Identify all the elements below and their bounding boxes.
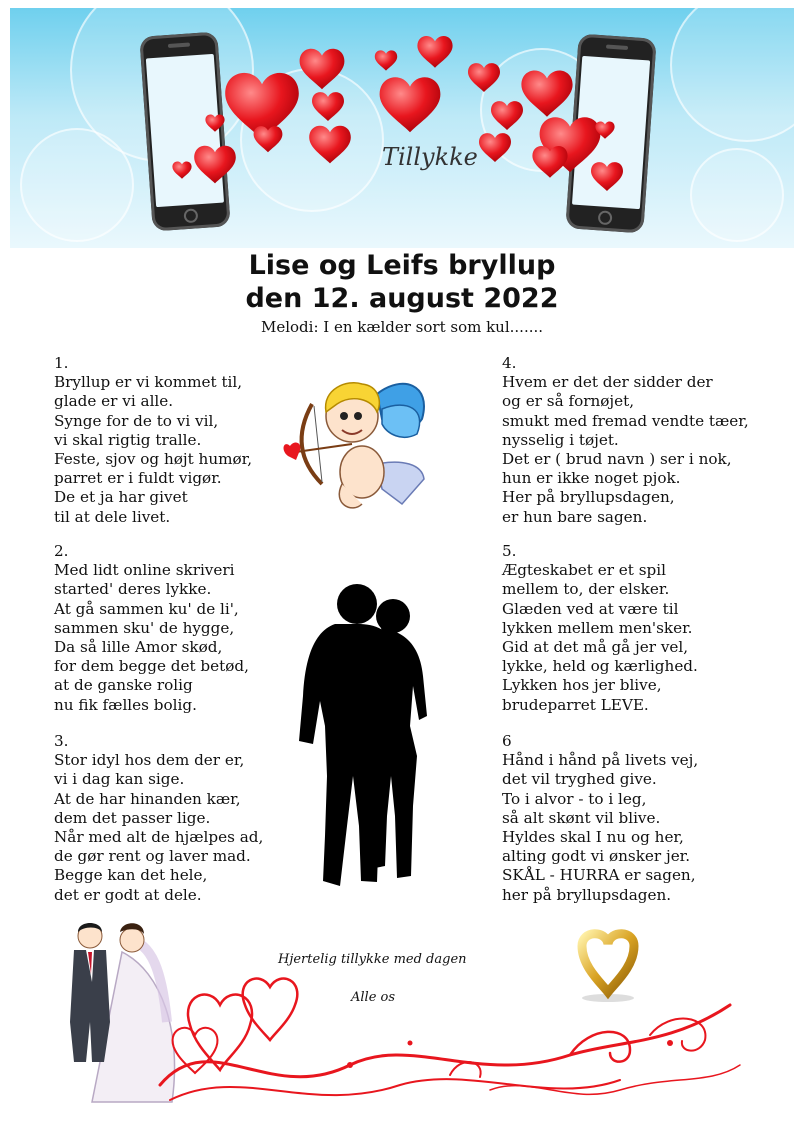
banner-greeting: Tillykke bbox=[382, 143, 478, 171]
verse-line: Glæden ved at være til bbox=[502, 599, 679, 618]
verse-number: 3. bbox=[54, 732, 69, 750]
verse-line: de gør rent og laver mad. bbox=[54, 847, 251, 866]
verse-line: Synge for de to vi vil, bbox=[54, 411, 219, 430]
verse-line: Da så lille Amor skød, bbox=[54, 638, 223, 657]
verse-line: Hånd i hånd på livets vej, bbox=[502, 751, 699, 770]
verse-line: SKÅL - HURRA er sagen, bbox=[502, 866, 696, 885]
verse-line: Stor idyl hos dem der er, bbox=[54, 751, 245, 770]
verse-line: smukt med fremad vendte tæer, bbox=[502, 411, 749, 430]
hearts-decoration bbox=[10, 8, 794, 248]
heart-icon bbox=[521, 71, 572, 117]
verse-line: sammen sku' de hygge, bbox=[54, 618, 235, 637]
verse-line: lykken mellem men'sker. bbox=[502, 618, 693, 637]
verse-number: 2. bbox=[54, 542, 69, 560]
verse-line: mellem to, der elsker. bbox=[502, 580, 670, 599]
verse-line: At de har hinanden kær, bbox=[54, 789, 241, 808]
verse-line: Når med alt de hjælpes ad, bbox=[54, 828, 264, 847]
verse-line: glade er vi alle. bbox=[54, 392, 174, 411]
verse-line: nu fik fælles bolig. bbox=[54, 695, 197, 714]
verse-line: alting godt vi ønsker jer. bbox=[502, 847, 691, 866]
verse-line: lykke, held og kærlighed. bbox=[502, 657, 698, 676]
verse-line: started' deres lykke. bbox=[54, 580, 212, 599]
verse-line: dem det passer lige. bbox=[54, 808, 211, 827]
verse-line: for dem begge det betød, bbox=[54, 657, 249, 676]
footer-wish: Hjertelig tillykke med dagen bbox=[278, 952, 467, 967]
heart-icon bbox=[205, 114, 224, 131]
page-subtitle: den 12. august 2022 bbox=[245, 283, 559, 314]
heart-icon bbox=[380, 77, 441, 132]
verse-line: Bryllup er vi kommet til, bbox=[54, 373, 243, 392]
footer-signature: Alle os bbox=[351, 990, 396, 1005]
verse-line: vi i dag kan sige. bbox=[54, 770, 185, 789]
verse-line: vi skal rigtig tralle. bbox=[54, 430, 202, 449]
verse-line: Her på bryllupsdagen, bbox=[502, 488, 675, 507]
verse-line: det er godt at dele. bbox=[54, 885, 202, 904]
verse-line: her på bryllupsdagen. bbox=[502, 885, 672, 904]
verse-3 bbox=[54, 732, 294, 905]
verse-line: at de ganske rolig bbox=[54, 676, 193, 695]
verse-1 bbox=[54, 354, 294, 527]
verse-number: 4. bbox=[502, 354, 517, 372]
heart-icon bbox=[468, 63, 500, 92]
heart-icon bbox=[375, 50, 397, 70]
verse-line: At gå sammen ku' de li', bbox=[54, 599, 239, 618]
verse-line: til at dele livet. bbox=[54, 507, 171, 526]
swirl-ornament bbox=[150, 965, 750, 1115]
verse-line: Ægteskabet er et spil bbox=[502, 561, 666, 580]
heart-icon bbox=[417, 36, 452, 68]
verse-4 bbox=[502, 354, 749, 527]
verse-line: hun er ikke noget pjok. bbox=[502, 469, 681, 488]
heart-icon bbox=[491, 101, 523, 130]
verse-line: så alt skønt vil blive. bbox=[502, 808, 661, 827]
verse-line: og er så fornøjet, bbox=[502, 392, 635, 411]
verse-line: To i alvor - to i leg, bbox=[502, 789, 647, 808]
header-banner bbox=[10, 8, 794, 248]
verse-line: Feste, sjov og højt humør, bbox=[54, 450, 253, 469]
page-title: Lise og Leifs bryllup bbox=[248, 250, 556, 281]
heart-icon bbox=[591, 162, 623, 191]
verse-number: 6 bbox=[502, 732, 512, 750]
verse-6 bbox=[502, 732, 742, 905]
heart-icon bbox=[300, 49, 345, 90]
melody-line: Melodi: I en kælder sort som kul....... bbox=[260, 318, 544, 336]
heart-icon bbox=[479, 133, 511, 162]
verse-line: Lykken hos jer blive, bbox=[502, 676, 662, 695]
heart-icon bbox=[309, 126, 351, 164]
verse-line: brudeparret LEVE. bbox=[502, 695, 649, 714]
heart-icon bbox=[172, 161, 191, 178]
heart-icon bbox=[312, 92, 344, 121]
verse-number: 5. bbox=[502, 542, 517, 560]
verse-line: Hvem er det der sidder der bbox=[502, 373, 713, 392]
couple-silhouette bbox=[295, 576, 445, 894]
verse-number: 1. bbox=[54, 354, 69, 372]
verse-2 bbox=[54, 542, 294, 715]
verse-line: nysselig i tøjet. bbox=[502, 430, 619, 449]
verse-line: er hun bare sagen. bbox=[502, 507, 648, 526]
heart-icon bbox=[194, 146, 236, 184]
cupid-illustration bbox=[282, 364, 432, 522]
verse-line: parret er i fuldt vigør. bbox=[54, 469, 222, 488]
verse-line: Med lidt online skriveri bbox=[54, 561, 235, 580]
verse-5 bbox=[502, 542, 742, 715]
verse-line: Begge kan det hele, bbox=[54, 866, 208, 885]
verse-line: De et ja har givet bbox=[54, 488, 188, 507]
verse-line: Gid at det må gå jer vel, bbox=[502, 638, 689, 657]
verse-line: det vil tryghed give. bbox=[502, 770, 657, 789]
verse-line: Hyldes skal I nu og her, bbox=[502, 828, 684, 847]
verse-line: Det er ( brud navn ) ser i nok, bbox=[502, 450, 732, 469]
